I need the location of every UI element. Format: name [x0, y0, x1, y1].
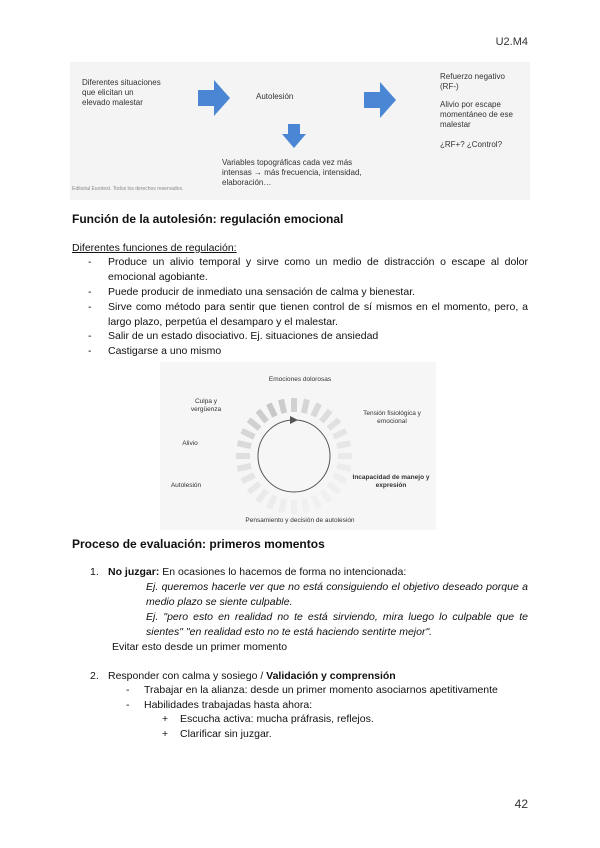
- list-item-text: Puede producir de inmediato una sensación de calma y bienestar.: [108, 286, 416, 298]
- example-text: Ej. queremos hacerle ver que no está consiguiendo el objetivo deseado porque a medio plazo se siente culpable.: [146, 581, 528, 608]
- list-item-text: Produce un alivio temporal y sirve como un medio de distracción o escape al dolor emocional agobiante.: [108, 256, 528, 283]
- cycle-segment: [281, 399, 284, 413]
- cycle-segment: [242, 475, 255, 481]
- cycle-segment: [237, 466, 251, 469]
- cycle-label-top: Emociones dolorosas: [268, 376, 332, 383]
- list-item: [88, 329, 528, 344]
- cycle-segment: [249, 483, 260, 492]
- list-bullet: -: [126, 684, 130, 696]
- cycle-segment: [313, 496, 319, 509]
- cycle-segment: [281, 499, 284, 513]
- list-item: [88, 300, 528, 330]
- cycle-ring-graphic: [224, 398, 364, 514]
- list-bullet: -: [88, 345, 92, 357]
- list-bullet: -: [126, 699, 130, 711]
- numbered-item-rest: Responder con calma y sosiego /: [108, 670, 267, 682]
- example-text: Ej. "pero esto en realidad no te está sirviendo, mira luego lo culpable que te sientes" "en realidad esto no te está haciendo sentirte mejor".: [146, 611, 528, 638]
- down-arrow-icon: [282, 124, 306, 148]
- numbered-item-text: [108, 669, 528, 684]
- cycle-segment: [337, 443, 351, 446]
- list-bullet: -: [88, 286, 92, 298]
- list-bullet: -: [88, 301, 92, 313]
- cycle-segment: [269, 496, 275, 509]
- cycle-segment: [258, 490, 267, 501]
- cycle-label-left-top: Culpa y vergüenza: [190, 398, 222, 413]
- reinforcement-line: (RF-): [440, 82, 459, 91]
- cycle-diagram: [160, 362, 436, 530]
- list-item: [88, 255, 528, 285]
- list-item-text: Salir de un estado disociativo. Ej. situaciones de ansiedad: [108, 330, 379, 342]
- reinforcement-line: ¿RF+? ¿Control?: [440, 140, 503, 149]
- numbered-item-number: 2.: [90, 670, 99, 682]
- cycle-segment: [237, 443, 251, 446]
- cycle-segment: [321, 411, 330, 422]
- cycle-label-right-top: Tensión fisiológica y emocional: [363, 410, 421, 425]
- cycle-segment: [249, 420, 260, 429]
- cycle-segment: [304, 499, 307, 513]
- reinforcement-box: [440, 72, 524, 150]
- right-arrow-icon: [364, 82, 396, 118]
- situations-box: Diferentes situaciones que elicitan un elevado malestar: [82, 78, 161, 107]
- figure-caption: Editorial Eurotext. Todos los derechos reservados.: [72, 186, 184, 192]
- numbered-item-rest: En ocasiones lo hacemos de forma no intencionada:: [159, 566, 407, 578]
- right-arrow-icon: [198, 80, 230, 116]
- cycle-segment: [328, 420, 339, 429]
- section-subtitle: Diferentes funciones de regulación:: [72, 242, 237, 254]
- section-title: Proceso de evaluación: primeros momentos: [72, 537, 325, 551]
- reinforcement-line: Refuerzo negativo: [440, 72, 505, 81]
- cycle-label-left-bottom: Autolesión: [170, 482, 202, 489]
- section-title: Función de la autolesión: regulación emocional: [72, 212, 344, 226]
- list-item: [88, 285, 528, 300]
- cycle-inner-circle: [258, 420, 330, 492]
- numbered-item-number: 1.: [90, 566, 99, 578]
- cycle-segment: [334, 431, 347, 437]
- cycle-label-bottom: Pensamiento y decisión de autolesión: [245, 517, 355, 524]
- reinforcement-line: Alivio por escape momentáneo de ese malestar: [440, 100, 513, 129]
- flow-diagram: [70, 62, 530, 200]
- page-number: 42: [514, 797, 528, 811]
- plus-bullet: +: [162, 728, 169, 740]
- cycle-segment: [328, 483, 339, 492]
- cycle-segment: [269, 404, 275, 417]
- list-item-text: Sirve como método para sentir que tienen control de sí mismos en el momento, pero, a largo plazo, perpetúa el desamparo y el malestar.: [108, 301, 528, 328]
- cycle-segment: [337, 466, 351, 469]
- cycle-label-left-mid: Alivio: [182, 440, 198, 447]
- list-bullet: -: [88, 330, 92, 342]
- cycle-segment: [321, 490, 330, 501]
- cycle-segment: [258, 411, 267, 422]
- cycle-direction-arrow: [290, 416, 298, 424]
- list-item: [88, 344, 528, 359]
- cycle-segment: [313, 404, 319, 417]
- autolesion-box: Autolesión: [256, 92, 294, 101]
- cycle-segment: [242, 431, 255, 437]
- sub-sub-list-item: Clarificar sin juzgar.: [180, 728, 272, 740]
- topographic-variables-box: Variables topográficas cada vez más intensas → más frecuencia, intensidad, elaboración…: [222, 158, 362, 187]
- page-header-code: U2.M4: [495, 36, 528, 48]
- list-item-text: Castigarse a uno mismo: [108, 345, 222, 357]
- sub-sub-list-item: Escucha activa: mucha práfrasis, reflejos.: [180, 713, 374, 725]
- avoid-note: Evitar esto desde un primer momento: [112, 641, 288, 653]
- sub-list-item: Trabajar en la alianza: desde un primer momento asociarnos apetitivamente: [144, 684, 498, 696]
- numbered-item-bold: No juzgar:: [108, 566, 160, 578]
- numbered-item-text: [108, 565, 528, 580]
- list-bullet: -: [88, 256, 92, 268]
- cycle-segment: [334, 475, 347, 481]
- sub-list-item: Habilidades trabajadas hasta ahora:: [144, 699, 313, 711]
- cycle-segment: [304, 399, 307, 413]
- numbered-item-bold: Validación y comprensión: [266, 670, 396, 682]
- cycle-label-right-bottom: Incapacidad de manejo y expresión: [352, 474, 430, 489]
- plus-bullet: +: [162, 713, 169, 725]
